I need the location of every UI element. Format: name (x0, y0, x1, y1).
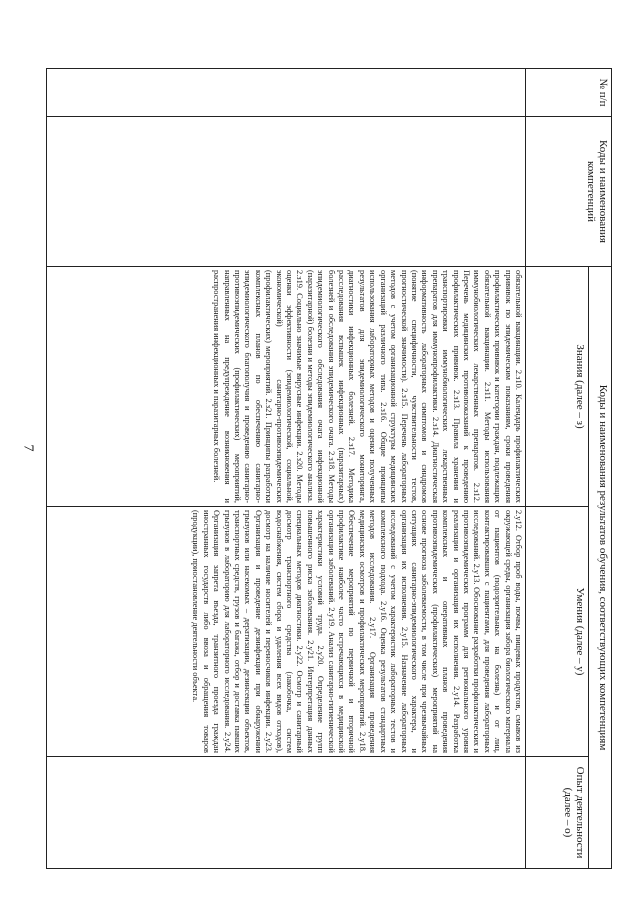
header-competency-codes: Коды и наименования компетенций (526, 117, 612, 267)
cell-experience (47, 757, 526, 869)
cell-number (47, 69, 526, 117)
header-number: № п/п (526, 69, 612, 117)
cell-competency (47, 117, 526, 267)
cell-skills (47, 507, 526, 757)
skills-text: 2.у12. Отбор проб воды, почвы, пищевых продуктов, смывов из окружающей среды, организация забора биологического материала от пациентов (подозрительных на болезнь) и от лиц, контактировавших с пациентами, для проведения лабораторных исследований. 2.у13. Обоснование разработки профилактических и противоэпидемических программ для регионального уровня реализации и организация их исполнения. 2.у14. Разработка комплексных и оперативных планов проведения противоэпидемических (профилактических) мероприятий на основе прогноза заболеваемости, в том числе при чрезвычайных ситуациях санитарно-эпидемиологического характера, и организация их исполнения. 2.у15. Назначение лабораторных исследований с учетом характеристик лабораторных тестов и комплексного подхода. 2.у16. Оценка результатов стандартных методов исследования. 2.у17. Организация проведения медицинских осмотров и профилактических мероприятий. 2.у18. Обеспечение мероприятий по первичной и вторичной профилактике наиболее часто встречающихся в медицинской организации заболеваний. 2.у19. Анализ санитарно-гигиенической характеристики условий труда. 2.у20. Определение групп повышенного риска заболевания. 2.у21. Интерпретация данных специальных методов диагностики. 2.у22. Осмотр и санитарный досмотр транспортного средства (лакобочка, систем водоснабжения, систем сбора и удаления всех видов отходов), досмотр на наличие носителей и переносчиков инфекции. 2.у23. Организация и проведение дезинфекции при обнаружении грызунов или насекомых – дератизации, дезинсекции объектов, транспортных средств, грузов и багажа, отбор и доставка павших грызунов в лабораторию для лабораторного исследования. 2.у24. Организация запрета въезда, транзитного проезда граждан иностранных государств либо ввоза и обращения товаров (продукции), приостановление деятельности объекта. (191, 510, 523, 753)
header-knowledge: Знания (далее – з) (526, 267, 589, 507)
rotated-table-sheet (52, 68, 612, 868)
header-experience: Опыт деятельности (далее – о) (526, 757, 589, 869)
cell-knowledge (47, 267, 526, 507)
competency-table (46, 68, 612, 869)
page-number: 7 (20, 444, 36, 452)
header-learning-outcomes: Коды и наименования результатов обучения, соответствующих компетенциям (589, 267, 612, 869)
header-skills: Умения (далее – у) (526, 507, 589, 757)
knowledge-text: обязательной вакцинации. 2.з10. Календарь профилактических прививок по эпидемическим показаниям, сроки проведения профилактических прививок и категории граждан, подлежащих обязательной вакцинации. 2.з11. Методы использования иммунобиологических лекарственных препаратов. 2.з12. Перечень медицинских противопоказаний к проведению профилактических прививок. 2.з13. Правила хранения и транспортировки иммунобиологических лекарственных препаратов для иммунопрофилактики. 2.з14. Диагностическая информативность лабораторных симптомов и синдромов (понятие специфичности, чувствительности тестов, прогностической значимости). 2.з15. Перечень лабораторных методов с учетом организационной структуры медицинских организаций различного типа. 2.з16. Общие принципы использования лабораторных методов и оценки полученных результатов для эпидемиологического мониторинга, диагностики инфекционных болезней. 2.з17. Методика расследования вспышек инфекционных (паразитарных) болезней и обследования эпидемического очага. 2.з18. Методы эпидемиологического обследования очага инфекционной (паразитарной) болезни и методы эпидемиологического анализа. 2.з19. Социально значимые вирусные инфекции. 2.з20. Методы оценки эффективности (эпидемиологической, социальной, экономической) санитарно-противоэпидемических (профилактических) мероприятий. 2.з21. Принципы разработки комплексных планов по обеспечению санитарно-эпидемиологического благополучия и проведению санитарно-противоэпидемических (профилактических) мероприятий, направленных на предупреждение возникновения и распространения инфекционных и паразитарных болезней. (212, 270, 523, 503)
